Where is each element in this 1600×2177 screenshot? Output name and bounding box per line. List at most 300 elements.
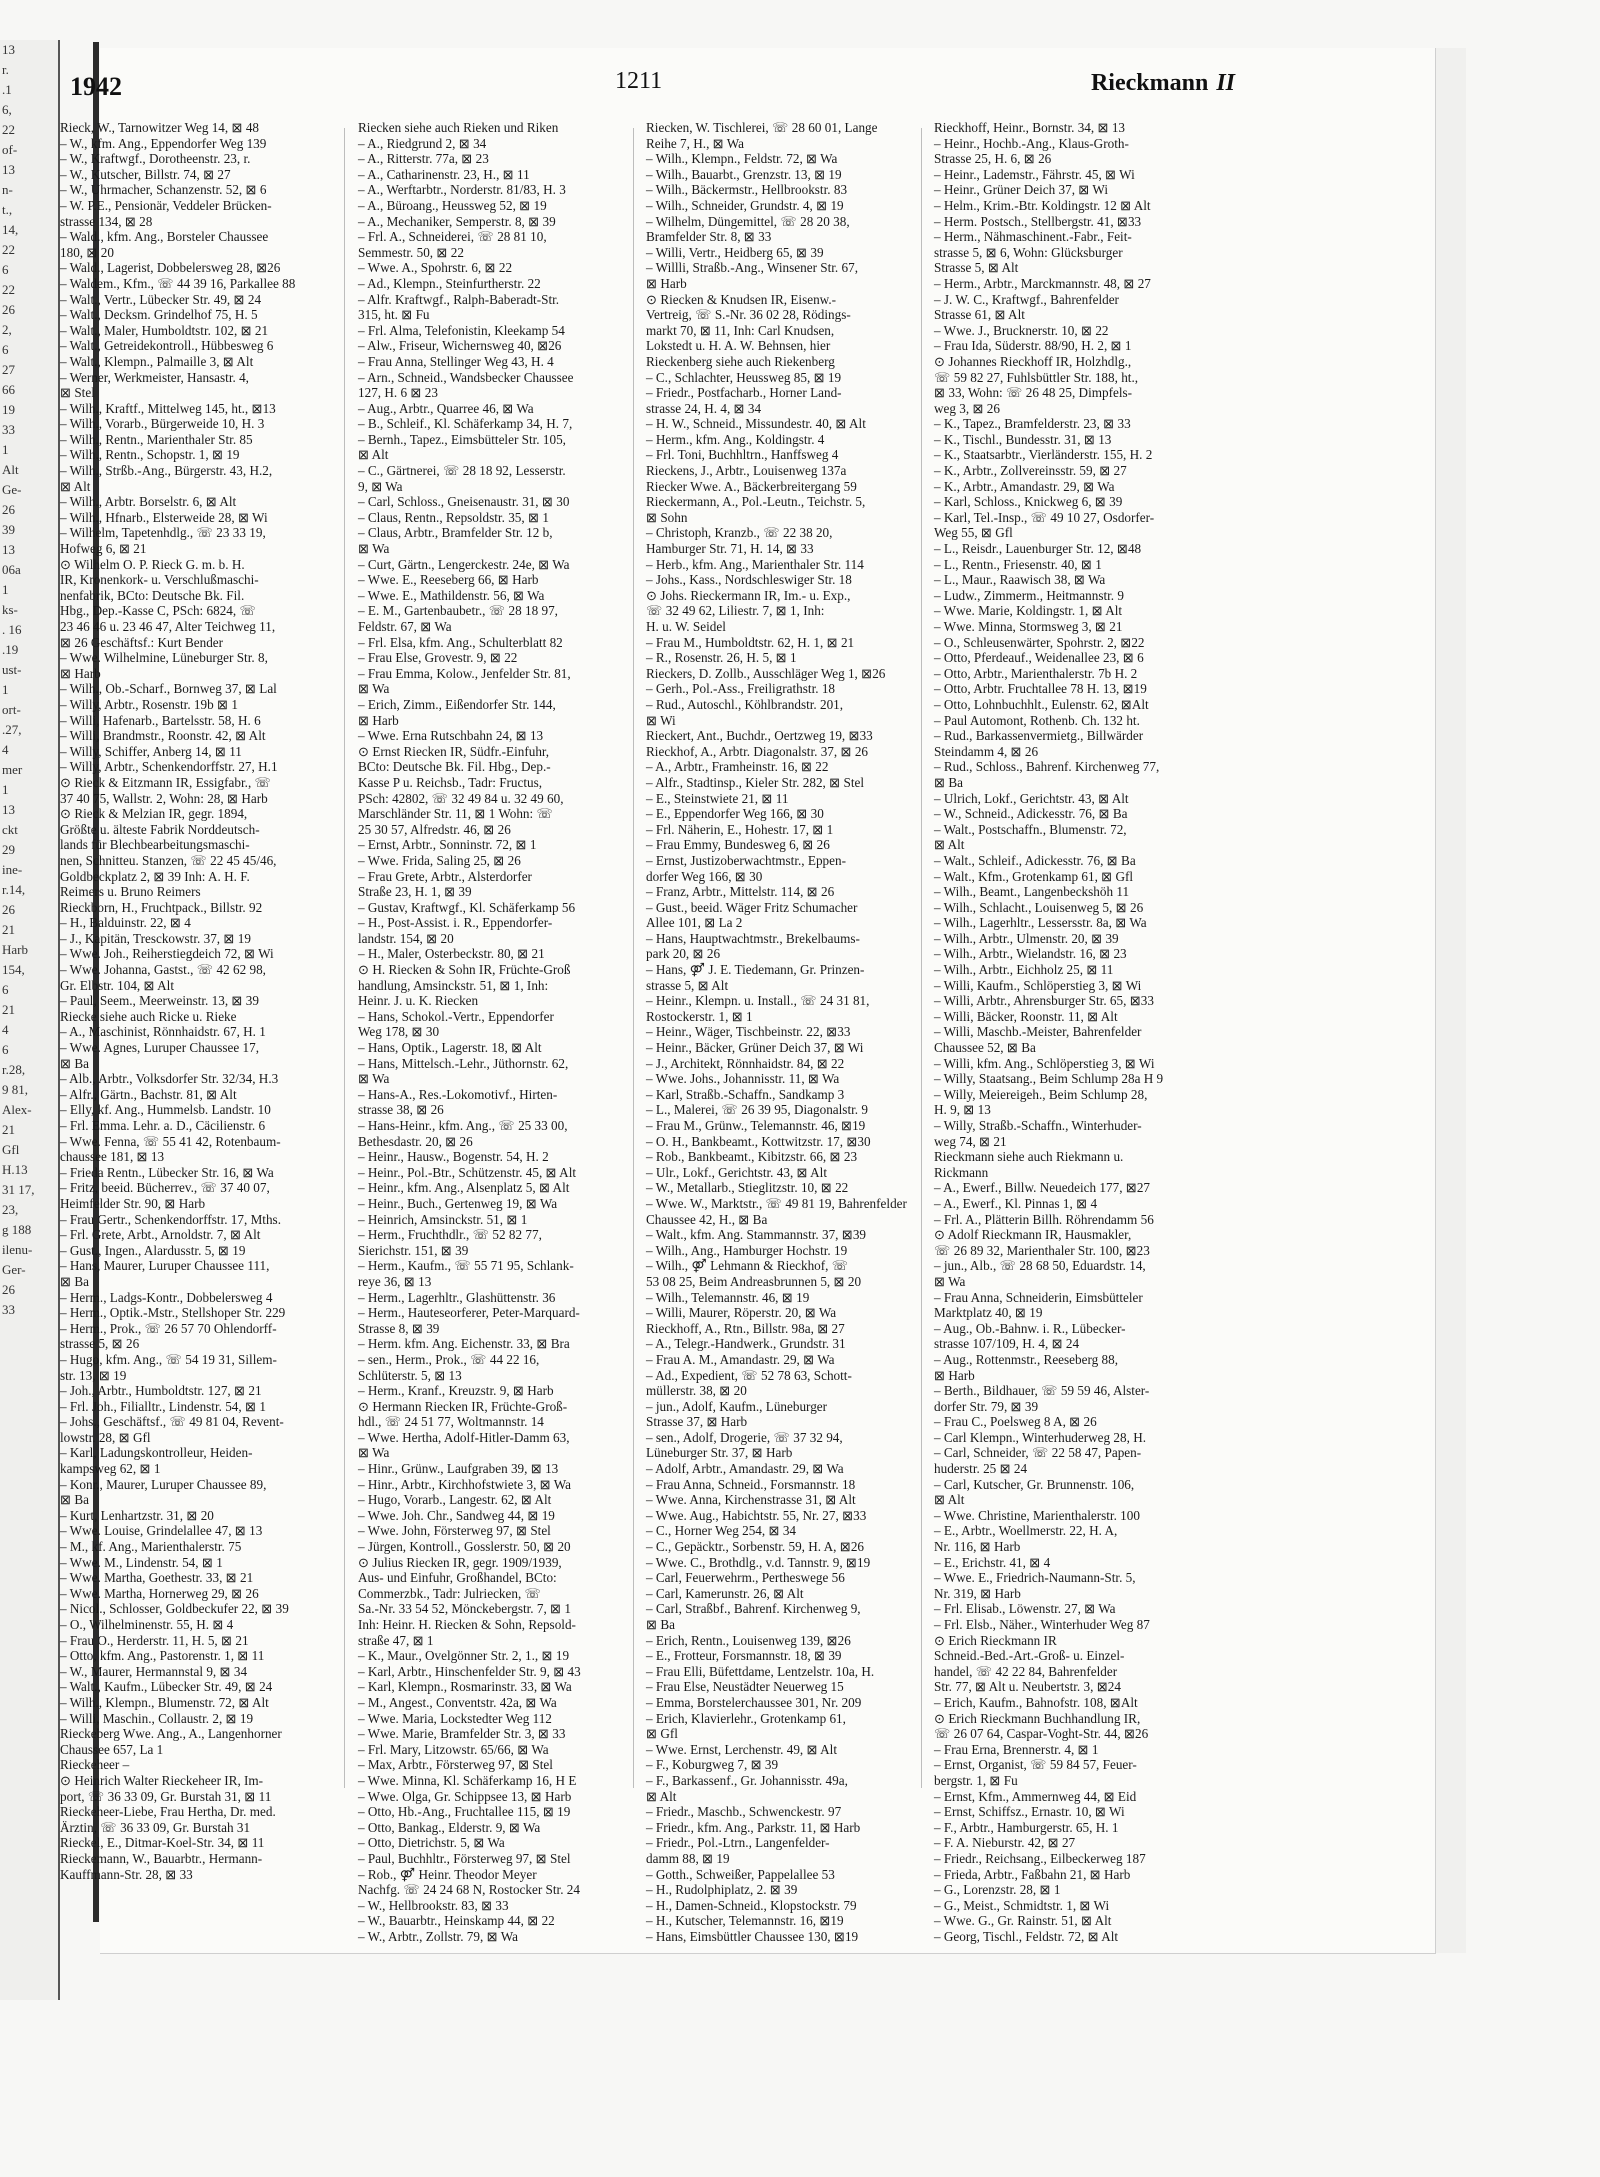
directory-entry-line: – Frau Emmy, Bundesweg 6, ⊠ 26 bbox=[646, 837, 830, 853]
directory-entry-line: reye 36, ⊠ 13 bbox=[358, 1273, 432, 1289]
directory-entry-line: 315, ht. ⊠ Fu bbox=[358, 307, 430, 323]
margin-fragment: 06a bbox=[2, 562, 21, 577]
directory-entry-line: Lüneburger Str. 37, ⊠ Harb bbox=[646, 1445, 793, 1461]
page-header bbox=[70, 68, 1235, 108]
directory-entry-line: 53 08 25, Beim Andreasbrunnen 5, ⊠ 20 bbox=[646, 1273, 862, 1289]
directory-entry-line: – Ernst, Justizoberwachtmstr., Eppen- bbox=[646, 852, 846, 868]
directory-entry-line: – A., Büroang., Heussweg 52, ⊠ 19 bbox=[358, 197, 547, 213]
directory-entry-line: – H., Post-Assist. i. R., Eppendorfer- bbox=[358, 915, 553, 931]
margin-fragment: 26 bbox=[2, 502, 15, 517]
directory-entry-line: – Wilh., Rentn., Marienthaler Str. 85 bbox=[60, 431, 253, 447]
directory-entry-line: – Wwe. Christine, Marienthalerstr. 100 bbox=[934, 1507, 1140, 1523]
directory-entry-line: strasse 107/109, H. 4, ⊠ 24 bbox=[934, 1336, 1080, 1352]
directory-entry-line: Kauffmann-Str. 28, ⊠ 33 bbox=[60, 1866, 193, 1882]
directory-entry-line: ⊙ Hermann Riecken IR, Früchte-Groß- bbox=[358, 1398, 568, 1414]
directory-entry-line: – Paul, Buchhltr., Försterweg 97, ⊠ Stel bbox=[358, 1850, 571, 1866]
directory-entry-line: Reihe 7, H., ⊠ Wa bbox=[646, 135, 745, 151]
directory-entry-line: – O. H., Bankbeamt., Kottwitzstr. 17, ⊠30 bbox=[646, 1133, 871, 1149]
directory-entry-line: – Willy, Arbtr., Rosenstr. 19b ⊠ 1 bbox=[60, 696, 238, 712]
directory-entry-line: – Wwe. Louise, Grindelallee 47, ⊠ 13 bbox=[60, 1523, 263, 1539]
directory-entry-line: park 20, ⊠ 26 bbox=[646, 946, 721, 962]
directory-entry-line: – Frieda, Arbtr., Faßbahn 21, ⊠ Harb bbox=[934, 1866, 1131, 1882]
directory-entry-line: – Frau O., Herderstr. 11, H. 5, ⊠ 21 bbox=[60, 1632, 249, 1648]
directory-column-1 bbox=[60, 120, 330, 1882]
directory-entry-line: – Frau Erna, Brennerstr. 4, ⊠ 1 bbox=[934, 1741, 1099, 1757]
directory-entry-line: – A., Maschinist, Rönnhaidstr. 67, H. 1 bbox=[60, 1024, 266, 1040]
directory-entry-line: – Ernst, Organist, ☏ 59 84 57, Feuer- bbox=[934, 1757, 1137, 1773]
directory-entry-line: – Willy, Arbtr., Schenkendorffstr. 27, H.1 bbox=[60, 759, 278, 775]
directory-entry-line: – Nicol., Schlosser, Goldbeckufer 22, ⊠ 39 bbox=[60, 1601, 289, 1617]
directory-entry-line: – Karl, Klempn., Rosmarinstr. 33, ⊠ Wa bbox=[358, 1679, 572, 1695]
directory-entry-line: – L., Malerei, ☏ 26 39 95, Diagonalstr. 9 bbox=[646, 1102, 868, 1118]
directory-entry-line: – Frau Elli, Büfettdame, Lentzelstr. 10a, H. bbox=[646, 1663, 875, 1679]
directory-entry-line: – Wwe. Olga, Gr. Schippsee 13, ⊠ Harb bbox=[358, 1788, 572, 1804]
directory-entry-line: Marktplatz 40, ⊠ 19 bbox=[934, 1305, 1043, 1321]
directory-entry-line: strasse 5, ⊠ 6, Wohn: Glücksburger bbox=[934, 244, 1123, 260]
directory-entry-line: Sa.-Nr. 33 54 52, Mönckebergstr. 7, ⊠ 1 bbox=[358, 1601, 571, 1617]
directory-entry-line: ⊙ Johannes Rieckhoff IR, Holzhdlg., bbox=[934, 353, 1132, 369]
directory-entry-line: – Herm., Arbtr., Marckmannstr. 48, ⊠ 27 bbox=[934, 275, 1151, 291]
directory-entry-line: – Wilh., Arbtr., Wielandstr. 16, ⊠ 23 bbox=[934, 946, 1127, 962]
directory-entry-line: Heinr. J. u. K. Riecken bbox=[358, 993, 479, 1009]
directory-entry-line: – Heinr., Lademstr., Fährstr. 45, ⊠ Wi bbox=[934, 166, 1135, 182]
directory-entry-line: – Willi, Kaufm., Schlöperstieg 3, ⊠ Wi bbox=[934, 977, 1142, 993]
margin-fragment: 1 bbox=[2, 582, 9, 597]
directory-entry-line: – Frau Anna, Schneid., Forsmannstr. 18 bbox=[646, 1476, 856, 1492]
margin-fragment: n- bbox=[2, 182, 13, 197]
directory-entry-line: Straße 23, H. 1, ⊠ 39 bbox=[358, 884, 472, 900]
header-running-head bbox=[1091, 70, 1235, 97]
directory-entry-line: ⊙ Erich Rieckmann IR bbox=[934, 1632, 1057, 1648]
directory-entry-line: – Rud., Autoschl., Köhlbrandstr. 201, bbox=[646, 696, 844, 712]
directory-entry-line: – Wwe. Agnes, Luruper Chaussee 17, bbox=[60, 1040, 259, 1056]
directory-entry-line: – Wwe. Martha, Hornerweg 29, ⊠ 26 bbox=[60, 1585, 259, 1601]
directory-entry-line: 25 30 57, Alfredstr. 46, ⊠ 26 bbox=[358, 821, 511, 837]
directory-entry-line: – Wwe. A., Spohrstr. 6, ⊠ 22 bbox=[358, 260, 513, 276]
directory-entry-line: Rieckert, Ant., Buchdr., Oertzweg 19, ⊠33 bbox=[646, 728, 873, 744]
directory-entry-line: – A., Riedgrund 2, ⊠ 34 bbox=[358, 135, 487, 151]
directory-entry-line: – A., Telegr.-Handwerk., Grundstr. 31 bbox=[646, 1336, 846, 1352]
directory-entry-line: bergstr. 1, ⊠ Fu bbox=[934, 1772, 1018, 1788]
directory-entry-line: ⊠ Wa bbox=[934, 1273, 966, 1289]
directory-entry-line: kampsweg 62, ⊠ 1 bbox=[60, 1461, 161, 1477]
directory-entry-line: – Wwe. Hertha, Adolf-Hitler-Damm 63, bbox=[358, 1429, 570, 1445]
header-page-number: 1211 bbox=[615, 68, 663, 94]
directory-entry-line: Weg 55, ⊠ Gfl bbox=[934, 525, 1013, 541]
margin-fragment: 29 bbox=[2, 842, 15, 857]
directory-entry-line: – Herm., Optik.-Mstr., Stellshoper Str. 229 bbox=[60, 1305, 286, 1321]
directory-entry-line: – Wilh., Kraftf., Mittelweg 145, ht., ⊠13 bbox=[60, 400, 276, 416]
margin-fragment: Ge- bbox=[2, 482, 22, 497]
directory-entry-line: ☏ 59 82 27, Fuhlsbüttler Str. 188, ht., bbox=[934, 369, 1139, 385]
directory-entry-line: – Karl, Tel.-Insp., ☏ 49 10 27, Osdorfer- bbox=[934, 509, 1155, 525]
directory-entry-line: – Carl, Kutscher, Gr. Brunnenstr. 106, bbox=[934, 1476, 1135, 1492]
directory-entry-line: – W., Metallarb., Stieglitzstr. 10, ⊠ 22 bbox=[646, 1180, 849, 1196]
directory-entry-line: 127, H. 6 ⊠ 23 bbox=[358, 385, 438, 401]
directory-entry-line: – Herm. kfm. Ang. Eichenstr. 33, ⊠ Bra bbox=[358, 1336, 570, 1352]
margin-fragment: ort- bbox=[2, 702, 21, 717]
page-edge-shadow bbox=[1436, 48, 1466, 1953]
directory-entry-line: – Frl. Elsb., Näher., Winterhuder Weg 87 bbox=[934, 1617, 1150, 1632]
directory-entry-line: – A., Werftarbtr., Norderstr. 81/83, H. 3 bbox=[358, 182, 566, 198]
directory-entry-line: Rieckeberg Wwe. Ang., A., Langenhorner bbox=[60, 1726, 282, 1742]
directory-entry-line: – Herb., kfm. Ang., Marienthaler Str. 114 bbox=[646, 556, 864, 572]
header-year: 1942 bbox=[70, 72, 122, 101]
directory-entry-line: – Wilh., Rentn., Schopstr. 1, ⊠ 19 bbox=[60, 447, 240, 463]
margin-fragment: 13 bbox=[2, 162, 15, 177]
directory-entry-line: 37 40 75, Wallstr. 2, Wohn: 28, ⊠ Harb bbox=[60, 790, 268, 806]
directory-entry-line: Reimers u. Bruno Reimers bbox=[60, 884, 201, 900]
directory-entry-line: – Herm., Ladgs-Kontr., Dobbelersweg 4 bbox=[60, 1289, 273, 1305]
directory-entry-line: – jun., Alb., ☏ 28 68 50, Eduardstr. 14, bbox=[934, 1258, 1146, 1274]
directory-entry-line: Rostockerstr. 1, ⊠ 1 bbox=[646, 1008, 753, 1024]
directory-entry-line: ⊠ Harb bbox=[358, 712, 399, 728]
directory-entry-line: Strasse 8, ⊠ 39 bbox=[358, 1320, 440, 1336]
margin-fragment: 14, bbox=[2, 222, 19, 237]
directory-entry-line: – Frau Anna, Stellinger Weg 43, H. 4 bbox=[358, 353, 554, 369]
directory-entry-line: – F. A. Nieburstr. 42, ⊠ 27 bbox=[934, 1835, 1076, 1851]
margin-fragment: Alex- bbox=[2, 1102, 32, 1117]
directory-entry-line: H. u. W. Seidel bbox=[646, 619, 726, 634]
directory-entry-line: strasse 134, ⊠ 28 bbox=[60, 213, 153, 229]
directory-entry-line: – Willi, Maurer, Röperstr. 20, ⊠ Wa bbox=[646, 1305, 837, 1321]
directory-entry-line: Rieckeheer – bbox=[60, 1757, 130, 1773]
margin-fragment: Alt bbox=[2, 462, 19, 477]
directory-entry-line: – J., Architekt, Rönnhaidstr. 84, ⊠ 22 bbox=[646, 1055, 845, 1071]
margin-fragment: 154, bbox=[2, 962, 25, 977]
directory-entry-line: Rieckborn, H., Fruchtpack., Billstr. 92 bbox=[60, 899, 263, 915]
directory-entry-line: Rieckhoff, A., Rtn., Billstr. 98a, ⊠ 27 bbox=[646, 1320, 845, 1336]
margin-fragment: 27 bbox=[2, 362, 15, 377]
directory-entry-line: ☏ 26 07 64, Caspar-Voght-Str. 44, ⊠26 bbox=[934, 1726, 1149, 1742]
directory-entry-line: – Gustav, Kraftwgf., Kl. Schäferkamp 56 bbox=[358, 899, 576, 915]
directory-entry-line: – Frl. Mary, Litzowstr. 65/66, ⊠ Wa bbox=[358, 1741, 549, 1757]
directory-entry-line: – A., Ritterstr. 77a, ⊠ 23 bbox=[358, 151, 489, 167]
directory-entry-line: huderstr. 25 ⊠ 24 bbox=[934, 1461, 1028, 1477]
directory-entry-line: – Carl, Kamerunstr. 26, ⊠ Alt bbox=[646, 1585, 804, 1601]
directory-entry-line: – Heinr., Hausw., Bogenstr. 54, H. 2 bbox=[358, 1149, 549, 1165]
directory-entry-line: nen, Schnitteu. Stanzen, ☏ 22 45 45/46, bbox=[60, 852, 277, 868]
directory-entry-line: – Erich, Zimm., Eißendorfer Str. 144, bbox=[358, 696, 556, 712]
directory-entry-line: – Gust., beeid. Wäger Fritz Schumacher bbox=[646, 899, 858, 915]
directory-entry-line: Riecke siehe auch Ricke u. Rieke bbox=[60, 1008, 237, 1024]
directory-entry-line: – Hinr., Arbtr., Kirchhofstwiete 3, ⊠ Wa bbox=[358, 1476, 572, 1492]
directory-entry-line: – Wwe. Maria, Lockstedter Weg 112 bbox=[358, 1710, 552, 1726]
directory-entry-line: – Wwe. Wilhelmine, Lüneburger Str. 8, bbox=[60, 650, 268, 666]
margin-fragment: 26 bbox=[2, 902, 15, 917]
directory-entry-line: – H., Kutscher, Telemannstr. 16, ⊠19 bbox=[646, 1913, 844, 1929]
directory-entry-line: – Frau Ida, Süderstr. 88/90, H. 2, ⊠ 1 bbox=[934, 338, 1132, 354]
directory-entry-line: – Herm., Nähmaschinent.-Fabr., Feit- bbox=[934, 229, 1132, 245]
directory-entry-line: – Frl. Alma, Telefonistin, Kleekamp 54 bbox=[358, 322, 565, 338]
directory-entry-line: – Willi, Arbtr., Ahrensburger Str. 65, ⊠33 bbox=[934, 993, 1154, 1009]
margin-fragment: 9 81, bbox=[2, 1082, 28, 1097]
directory-entry-line: – Rud., Schloss., Bahrenf. Kirchenweg 77, bbox=[934, 759, 1160, 775]
directory-entry-line: – Heinrich, Amsinckstr. 51, ⊠ 1 bbox=[358, 1211, 528, 1227]
margin-fragment: 23, bbox=[2, 1202, 19, 1217]
directory-entry-line: – Wwe. W., Marktstr., ☏ 49 81 19, Bahrenfelder bbox=[646, 1195, 907, 1211]
directory-entry-line: lowstr. 28, ⊠ Gfl bbox=[60, 1429, 151, 1445]
margin-fragment: 13 bbox=[2, 802, 15, 817]
directory-entry-line: Rieckemann, W., Bauarbtr., Hermann- bbox=[60, 1850, 263, 1866]
directory-entry-line: Rieckhoff, Heinr., Bornstr. 34, ⊠ 13 bbox=[934, 120, 1126, 135]
directory-entry-line: – K., Arbtr., Zollvereinsstr. 59, ⊠ 27 bbox=[934, 463, 1127, 479]
directory-entry-line: – Wwe. G., Gr. Rainstr. 51, ⊠ Alt bbox=[934, 1913, 1112, 1929]
directory-entry-line: – Rud., Barkassenvermietg., Billwärder bbox=[934, 728, 1144, 744]
directory-entry-line: – Frl. Grete, Arbt., Arnoldstr. 7, ⊠ Alt bbox=[60, 1227, 261, 1243]
directory-entry-line: – K., Tapez., Bramfelderstr. 23, ⊠ 33 bbox=[934, 416, 1131, 432]
directory-entry-line: – Willi, Vertr., Heidberg 65, ⊠ 39 bbox=[646, 244, 824, 260]
margin-fragment: r. bbox=[2, 62, 9, 77]
directory-entry-line: ⊠ Harb bbox=[934, 1367, 975, 1383]
directory-column-3 bbox=[646, 120, 916, 1944]
directory-entry-line: – Hans, Eimsbüttler Chaussee 130, ⊠19 bbox=[646, 1928, 859, 1944]
directory-entry-line: Riecken siehe auch Rieken und Riken bbox=[358, 120, 559, 135]
directory-entry-line: lands für Blechbearbeitungsmaschi- bbox=[60, 837, 250, 853]
directory-entry-line: müllerstr. 38, ⊠ 20 bbox=[646, 1383, 747, 1399]
directory-entry-line: – Hugo, Vorarb., Langestr. 62, ⊠ Alt bbox=[358, 1492, 552, 1508]
directory-entry-line: – Wwe. C., Brothdlg., v.d. Tannstr. 9, ⊠19 bbox=[646, 1554, 871, 1570]
directory-entry-line: ⊠ Gfl bbox=[646, 1726, 678, 1742]
directory-entry-line: – Carl Klempn., Winterhuderweg 28, H. bbox=[934, 1429, 1147, 1445]
directory-entry-line: – Gerh., Pol.-Ass., Freiligrathstr. 18 bbox=[646, 681, 836, 697]
directory-entry-line: – Wwe. Aug., Habichtstr. 55, Nr. 27, ⊠33 bbox=[646, 1507, 867, 1523]
directory-entry-line: – Herm., kfm. Ang., Koldingstr. 4 bbox=[646, 431, 825, 447]
directory-entry-line: ⊙ Julius Riecken IR, gegr. 1909/1939, bbox=[358, 1554, 562, 1570]
margin-fragment: .27, bbox=[2, 722, 22, 737]
directory-entry-line: ⊠ Ba bbox=[60, 1055, 89, 1071]
directory-entry-line: Commerzbk., Tadr: Julriecken, ☏ bbox=[358, 1585, 542, 1601]
directory-entry-line: – Alfr. Kraftwgf., Ralph-Baberadt-Str. bbox=[358, 291, 560, 307]
margin-fragment: 39 bbox=[2, 522, 15, 537]
directory-entry-line: hdl., ☏ 24 51 77, Woltmannstr. 14 bbox=[358, 1414, 544, 1430]
directory-entry-line: – Joh., Arbtr., Humboldtstr. 127, ⊠ 21 bbox=[60, 1383, 262, 1399]
directory-entry-line: – Walt., Kfm., Grotenkamp 61, ⊠ Gfl bbox=[934, 868, 1134, 884]
directory-entry-line: Chaussee 42, H., ⊠ Ba bbox=[646, 1211, 768, 1227]
directory-entry-line: Weg 178, ⊠ 30 bbox=[358, 1024, 440, 1040]
margin-fragment: t., bbox=[2, 202, 13, 217]
directory-entry-line: – L., Rentn., Friesenstr. 40, ⊠ 1 bbox=[934, 556, 1102, 572]
column-divider bbox=[633, 128, 634, 1788]
directory-entry-line: – E., Erichstr. 41, ⊠ 4 bbox=[934, 1554, 1051, 1570]
directory-entry-line: Rieckers, D. Zollb., Ausschläger Weg 1, ⊠26 bbox=[646, 665, 886, 681]
directory-entry-line: Heimfelder Str. 90, ⊠ Harb bbox=[60, 1195, 206, 1211]
directory-entry-line: – Erich, Rentn., Louisenweg 139, ⊠26 bbox=[646, 1632, 851, 1648]
directory-entry-line: ⊠ 26 Geschäftsf.: Kurt Bender bbox=[60, 634, 224, 650]
directory-entry-line: – W. P.E., Pensionär, Veddeler Brücken- bbox=[60, 197, 272, 213]
directory-entry-line: – Wwe. Erna Rutschbahn 24, ⊠ 13 bbox=[358, 728, 544, 744]
directory-entry-line: – Ernst, Schiffsz., Ernastr. 10, ⊠ Wi bbox=[934, 1804, 1125, 1820]
directory-entry-line: – O., Schleusenwärter, Spohrstr. 2, ⊠22 bbox=[934, 634, 1145, 650]
directory-entry-line: Rieck, W., Tarnowitzer Weg 14, ⊠ 48 bbox=[60, 120, 260, 135]
margin-fragment: 26 bbox=[2, 1282, 15, 1297]
directory-entry-line: markt 70, ⊠ 11, Inh: Carl Knudsen, bbox=[646, 322, 835, 338]
directory-entry-line: – Franz, Arbtr., Mittelstr. 114, ⊠ 26 bbox=[646, 884, 835, 900]
directory-entry-line: – W., Arbtr., Zollstr. 79, ⊠ Wa bbox=[358, 1928, 518, 1944]
directory-entry-line: – Otto, Hb.-Ang., Fruchtallee 115, ⊠ 19 bbox=[358, 1804, 571, 1820]
directory-entry-line: – Frau M., Grünw., Telemannstr. 46, ⊠19 bbox=[646, 1118, 866, 1133]
running-head-volume: II bbox=[1216, 70, 1235, 96]
directory-entry-line: – Karl, Schloss., Knickweg 6, ⊠ 39 bbox=[934, 494, 1123, 510]
directory-entry-line: – K., Maur., Ovelgönner Str. 2, 1., ⊠ 19 bbox=[358, 1648, 570, 1664]
directory-entry-line: – Wwe. Marie, Bramfelder Str. 3, ⊠ 33 bbox=[358, 1726, 566, 1742]
directory-entry-line: – M., Angest., Conventstr. 42a, ⊠ Wa bbox=[358, 1694, 557, 1710]
directory-entry-line: – Wilh., Bäckermstr., Hellbrookstr. 83 bbox=[646, 182, 848, 198]
directory-entry-line: – Christoph, Kranzb., ☏ 22 38 20, bbox=[646, 525, 833, 541]
directory-entry-line: ⊠ 33, Wohn: ☏ 26 48 25, Dimpfels- bbox=[934, 385, 1133, 401]
directory-entry-line: – Wilh., Strßb.-Ang., Bürgerstr. 43, H.2, bbox=[60, 463, 273, 479]
margin-fragment: of- bbox=[2, 142, 18, 157]
margin-fragment: 33 bbox=[2, 1302, 15, 1317]
directory-entry-line: – Adolf, Arbtr., Amandastr. 29, ⊠ Wa bbox=[646, 1461, 844, 1477]
directory-entry-line: – Erich, Klavierlehr., Grotenkamp 61, bbox=[646, 1710, 846, 1726]
directory-entry-line: Größte u. älteste Fabrik Norddeutsch- bbox=[60, 821, 260, 837]
directory-entry-line: – Frau Else, Grovestr. 9, ⊠ 22 bbox=[358, 650, 518, 666]
directory-entry-line: – Georg, Tischl., Feldstr. 72, ⊠ Alt bbox=[934, 1928, 1119, 1944]
directory-entry-line: 9, ⊠ Wa bbox=[358, 478, 403, 494]
margin-fragment: . 16 bbox=[2, 622, 22, 637]
column-divider bbox=[921, 128, 922, 1788]
directory-entry-line: – Carl, Straßbf., Bahrenf. Kirchenweg 9, bbox=[646, 1601, 861, 1617]
directory-entry-line: – Emma, Borstelerchaussee 301, Nr. 209 bbox=[646, 1694, 862, 1710]
directory-entry-line: Nr. 116, ⊠ Harb bbox=[934, 1539, 1021, 1555]
directory-entry-line: – A., Ewerf., Kl. Pinnas 1, ⊠ 4 bbox=[934, 1195, 1098, 1211]
directory-entry-line: ☏ 32 49 62, Liliestr. 7, ⊠ 1, Inh: bbox=[646, 603, 825, 619]
directory-entry-line: – Herm., Fruchthdlr., ☏ 52 82 77, bbox=[358, 1227, 542, 1243]
directory-entry-line: ⊙ H. Riecken & Sohn IR, Früchte-Groß bbox=[358, 962, 571, 978]
directory-entry-line: – Werner, Werkmeister, Hansastr. 4, bbox=[60, 369, 249, 385]
directory-entry-line: – jun., Adolf, Kaufm., Lüneburger bbox=[646, 1398, 828, 1414]
directory-entry-line: Hamburger Str. 71, H. 14, ⊠ 33 bbox=[646, 541, 814, 557]
directory-column-4 bbox=[934, 120, 1214, 1944]
directory-entry-line: – Wilh., Lagerhltr., Lessersstr. 8a, ⊠ Wa bbox=[934, 915, 1147, 931]
directory-entry-line: – C., Gärtnerei, ☏ 28 18 92, Lesserstr. bbox=[358, 463, 566, 479]
directory-entry-line: – Hans, Schokol.-Vertr., Eppendorfer bbox=[358, 1008, 554, 1024]
directory-entry-line: – Wilh., Arbtr. Borselstr. 6, ⊠ Alt bbox=[60, 494, 237, 510]
directory-entry-line: Marschländer Str. 11, ⊠ 1 Wohn: ☏ bbox=[358, 806, 553, 822]
margin-fragment: 1 bbox=[2, 782, 9, 797]
directory-entry-line: Rieckenberg siehe auch Riekenberg bbox=[646, 353, 835, 369]
directory-entry-line: – Wilh., Arbtr., Ulmenstr. 20, ⊠ 39 bbox=[934, 930, 1119, 946]
directory-entry-line: ⊠ Sohn bbox=[646, 509, 688, 525]
directory-entry-line: – W., Hellbrookstr. 83, ⊠ 33 bbox=[358, 1897, 509, 1913]
directory-entry-line: – C., Schlachter, Heussweg 85, ⊠ 19 bbox=[646, 369, 842, 385]
directory-entry-line: – Wwe. Frida, Saling 25, ⊠ 26 bbox=[358, 852, 521, 868]
directory-entry-line: – Wilh., Schlacht., Louisenweg 5, ⊠ 26 bbox=[934, 899, 1144, 915]
directory-entry-line: – Frau C., Poelsweg 8 A, ⊠ 26 bbox=[934, 1414, 1097, 1430]
directory-entry-line: – Paul, Seem., Meerweinstr. 13, ⊠ 39 bbox=[60, 993, 259, 1009]
directory-entry-line: – Heinr., Klempn. u. Install., ☏ 24 31 81, bbox=[646, 993, 870, 1009]
directory-entry-line: – Walt., Maler, Humboldtstr. 102, ⊠ 21 bbox=[60, 322, 269, 338]
directory-entry-line: – Frl. A., Schneiderei, ☏ 28 81 10, bbox=[358, 229, 547, 245]
directory-entry-line: ⊠ Stel bbox=[60, 385, 95, 401]
directory-entry-line: ⊠ Ba bbox=[60, 1273, 89, 1289]
margin-fragment: g 188 bbox=[2, 1222, 32, 1237]
directory-entry-line: – Willy, Straßb.-Schaffn., Winterhuder- bbox=[934, 1118, 1142, 1133]
margin-fragment: 22 bbox=[2, 122, 15, 137]
directory-entry-line: – Claus, Arbtr., Bramfelder Str. 12 b, bbox=[358, 525, 553, 541]
directory-entry-line: – K., Arbtr., Amandastr. 29, ⊠ Wa bbox=[934, 478, 1115, 494]
margin-fragment: 6, bbox=[2, 102, 12, 117]
directory-entry-line: ⊠ Wa bbox=[358, 681, 390, 697]
directory-entry-line: ⊠ Ba bbox=[934, 774, 963, 790]
directory-entry-line: – Gust., Ingen., Alardusstr. 5, ⊠ 19 bbox=[60, 1242, 246, 1258]
directory-entry-line: – Heinr., Wäger, Tischbeinstr. 22, ⊠33 bbox=[646, 1024, 851, 1040]
directory-entry-line: strasse 5, ⊠ Alt bbox=[646, 977, 729, 993]
directory-entry-line: ⊠ Alt bbox=[358, 447, 389, 463]
directory-entry-line: – Wwe. E., Friedrich-Naumann-Str. 5, bbox=[934, 1570, 1136, 1586]
directory-entry-line: – Aug., Ob.-Bahnw. i. R., Lübecker- bbox=[934, 1320, 1126, 1336]
directory-entry-line: – Willi, Hafenarb., Bartelsstr. 58, H. 6 bbox=[60, 712, 261, 728]
directory-entry-line: ⊠ Alt bbox=[934, 837, 965, 853]
directory-entry-line: – Frl. Emma. Lehr. a. D., Cäcilienstr. 6 bbox=[60, 1118, 266, 1133]
directory-entry-line: ⊙ Rieck & Melzian IR, gegr. 1894, bbox=[60, 806, 248, 822]
directory-entry-line: weg 3, ⊠ 26 bbox=[934, 400, 1000, 416]
directory-entry-line: strasse 24, H. 4, ⊠ 34 bbox=[646, 400, 762, 416]
directory-entry-line: – Frieda Rentn., Lübecker Str. 16, ⊠ Wa bbox=[60, 1164, 274, 1180]
directory-entry-line: – Arn., Schneid., Wandsbecker Chaussee bbox=[358, 369, 574, 385]
directory-entry-line: – Hans, Hauptwachtmstr., Brekelbaums- bbox=[646, 930, 860, 946]
directory-entry-line: Lokstedt u. H. A. W. Behnsen, hier bbox=[646, 338, 831, 354]
margin-fragment: 21 bbox=[2, 922, 15, 937]
directory-entry-line: – Walt., Klempn., Palmaille 3, ⊠ Alt bbox=[60, 353, 254, 369]
directory-entry-line: – Frau Emma, Kolow., Jenfelder Str. 81, bbox=[358, 665, 571, 681]
directory-entry-line: – Frl. Näherin, E., Hohestr. 17, ⊠ 1 bbox=[646, 821, 834, 837]
directory-entry-line: – Frau Else, Neustädter Neuerweg 15 bbox=[646, 1679, 844, 1695]
directory-entry-line: – Herm. Postsch., Stellbergstr. 41, ⊠33 bbox=[934, 213, 1142, 229]
directory-entry-line: – Carl, Feuerwehrm., Pertheswege 56 bbox=[646, 1570, 845, 1586]
margin-fragment: Harb bbox=[2, 942, 28, 957]
directory-entry-line: – Erich, Kaufm., Bahnofstr. 108, ⊠Alt bbox=[934, 1694, 1138, 1710]
directory-entry-line: – Herm., Hauteseorferer, Peter-Marquard- bbox=[358, 1305, 580, 1321]
directory-entry-line: – Herm., Kranf., Kreuzstr. 9, ⊠ Harb bbox=[358, 1383, 554, 1399]
directory-entry-line: – F., Barkassenf., Gr. Johannisstr. 49a, bbox=[646, 1772, 848, 1788]
directory-entry-line: – Otto, Arbtr. Fruchtallee 78 H. 13, ⊠19 bbox=[934, 681, 1147, 697]
directory-entry-line: Strasse 61, ⊠ Alt bbox=[934, 307, 1025, 323]
directory-entry-line: – Willy, Meiereigeh., Beim Schlump 28, bbox=[934, 1086, 1148, 1102]
directory-entry-line: – Willy, Schiffer, Anberg 14, ⊠ 11 bbox=[60, 743, 242, 759]
directory-entry-line: – W., Uhrmacher, Schanzenstr. 52, ⊠ 6 bbox=[60, 182, 267, 198]
directory-entry-line: – Berth., Bildhauer, ☏ 59 59 46, Alster- bbox=[934, 1383, 1150, 1399]
directory-entry-line: dorfer Str. 79, ⊠ 39 bbox=[934, 1398, 1039, 1414]
directory-entry-line: – C., Gepäcktr., Sorbenstr. 59, H. A, ⊠26 bbox=[646, 1539, 865, 1555]
directory-entry-line: ⊠ Alt bbox=[646, 1788, 677, 1804]
directory-entry-line: – A., Arbtr., Framheinstr. 16, ⊠ 22 bbox=[646, 759, 829, 775]
margin-fragment: 6 bbox=[2, 262, 9, 277]
directory-entry-line: – Wilh., Klempn., Blumenstr. 72, ⊠ Alt bbox=[60, 1694, 269, 1710]
directory-entry-line: – Konr., Maurer, Luruper Chaussee 89, bbox=[60, 1476, 267, 1492]
directory-entry-line: – Rob., Bankbeamt., Kibitzstr. 66, ⊠ 23 bbox=[646, 1149, 858, 1165]
directory-entry-line: str. 13, ⊠ 19 bbox=[60, 1367, 127, 1383]
directory-entry-line: – Willi, Brandmstr., Roonstr. 42, ⊠ Alt bbox=[60, 728, 266, 744]
directory-entry-line: – Hans, Mittelsch.-Lehr., Jüthornstr. 62, bbox=[358, 1055, 569, 1071]
directory-entry-line: – Carl, Schloss., Gneisenaustr. 31, ⊠ 30 bbox=[358, 494, 570, 510]
directory-entry-line: ☏ 26 89 32, Marienthaler Str. 100, ⊠23 bbox=[934, 1242, 1150, 1258]
directory-entry-line: – H., Rudolphiplatz, 2. ⊠ 39 bbox=[646, 1882, 798, 1898]
directory-entry-line: nenfabrik, BCto: Deutsche Bk. Fil. bbox=[60, 587, 245, 603]
directory-entry-line: – Aug., Rottenmstr., Reeseberg 88, bbox=[934, 1351, 1118, 1367]
previous-page-edge bbox=[0, 40, 60, 2000]
directory-entry-line: ⊠ Ba bbox=[646, 1617, 675, 1632]
directory-entry-line: – Hinr., Grünw., Laufgraben 39, ⊠ 13 bbox=[358, 1461, 559, 1477]
directory-entry-line: ⊠ Harb bbox=[646, 275, 687, 291]
directory-entry-line: – Frl. Elsa, kfm. Ang., Schulterblatt 82 bbox=[358, 634, 563, 650]
directory-entry-line: – Karl, Ladungskontrolleur, Heiden- bbox=[60, 1445, 253, 1461]
directory-entry-line: – Otto, kfm. Ang., Pastorenstr. 1, ⊠ 11 bbox=[60, 1648, 265, 1664]
directory-entry-line: – Frau Anna, Schneiderin, Eimsbütteler bbox=[934, 1289, 1143, 1305]
directory-entry-line: – Walt., Schleif., Adickesstr. 76, ⊠ Ba bbox=[934, 852, 1136, 868]
directory-entry-line: – Herm., Lagerhltr., Glashüttenstr. 36 bbox=[358, 1289, 556, 1305]
